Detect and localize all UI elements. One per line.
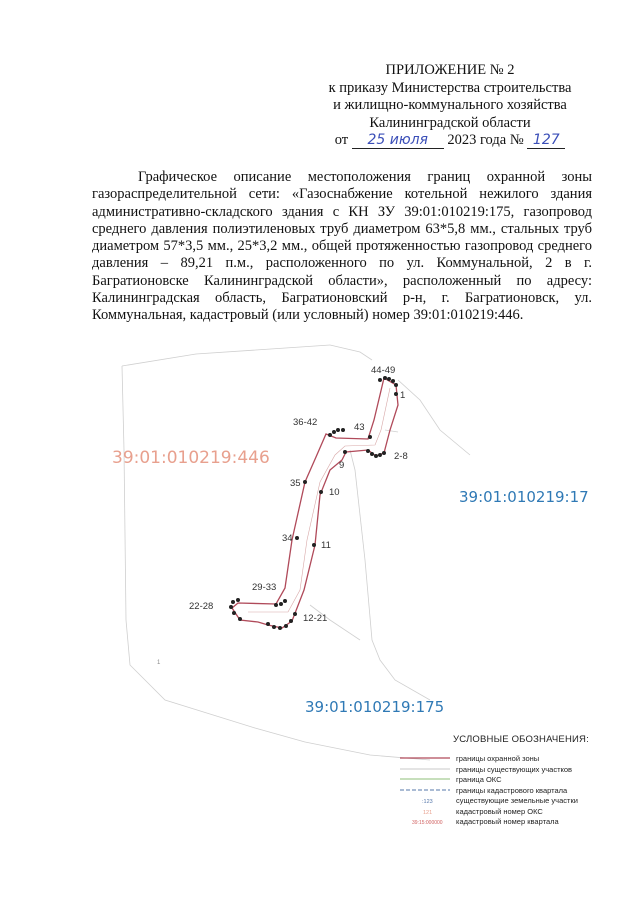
point-22-28: [236, 598, 240, 602]
legend-symbol-red-line: [400, 753, 450, 763]
point-44-49: [394, 383, 398, 387]
label-1: 1: [400, 390, 406, 401]
point-2-8: [378, 453, 382, 457]
appendix-title: ПРИЛОЖЕНИЕ № 2: [385, 62, 515, 78]
point-44-49: [391, 379, 395, 383]
point-44-49: [378, 378, 382, 382]
label-35: 35: [290, 478, 301, 489]
label-29-33: 29-33: [252, 582, 277, 593]
year-text: 2023 года №: [447, 132, 524, 148]
appendix-line-3: Калининградской области: [369, 114, 531, 131]
handwritten-date: 25 июля: [352, 133, 444, 149]
label-44-49: 44-49: [371, 365, 396, 376]
point-9: [343, 450, 347, 454]
point-29-33: [274, 603, 278, 607]
legend-symbol-text: 39:15:000000: [412, 820, 443, 826]
graphic-description-paragraph: Графическое описание местоположения границ охранной зоны газораспределительной сети: «Газоснабжение котельной нежилого здания административно-складского здания с КН ЗУ 39:01:010219:175, газопровод среднего давления полиэтиленовых труб диаметром 63*5,8 мм., стальных труб диаметром 57*3,5 мм., 25*3,2 мм., общей протяженностью газопровод среднего давления – 89,21 п.м., расположенного по ул. Коммунальной, 2 в г. Багратионовске Калининградской области», расположенный по адресу: Калининградская область, Багратионовский р-н, г. Багратионовск, ул. Коммунальная, кадастровый (или условный) номер 39:01:010219:446.: [92, 169, 592, 324]
point-11: [312, 543, 316, 547]
legend-symbol-quarter-number: [400, 816, 450, 826]
legend-title: УСЛОВНЫЕ ОБОЗНАЧЕНИЯ:: [453, 734, 589, 745]
legend-text: кадастровый номер квартала: [456, 817, 559, 826]
point-44-49: [383, 376, 387, 380]
legend-text: кадастровый номер ОКС: [456, 806, 543, 816]
point-10: [319, 490, 323, 494]
point-12-21: [289, 619, 293, 623]
point-2-8: [366, 449, 370, 453]
point-34: [295, 536, 299, 540]
label-36-42: 36-42: [293, 417, 318, 428]
appendix-line-2: и жилищно-коммунального хозяйства: [333, 97, 567, 113]
label-9: 9: [339, 460, 345, 471]
point-12-21: [284, 624, 288, 628]
point-35: [303, 480, 307, 484]
point-2-8: [370, 452, 374, 456]
legend-symbol-parcel-number: [400, 795, 450, 805]
point-22-28: [238, 617, 242, 621]
point-22-28: [232, 611, 236, 615]
point-36-42: [336, 428, 340, 432]
point-22-28: [229, 605, 233, 609]
point-12-21: [293, 612, 297, 616]
legend-symbol-green-line: [400, 774, 450, 784]
label-12-21: 12-21: [303, 613, 328, 624]
legend-text: границы существующих участков: [456, 764, 573, 774]
legend-row-existing-parcels: [400, 764, 610, 775]
map-legend: [400, 734, 610, 827]
point-12-21: [266, 622, 270, 626]
label-2-8: 2-8: [394, 451, 408, 462]
point-43: [368, 435, 372, 439]
parcel-numbers: [112, 448, 589, 716]
point-2-8: [374, 454, 378, 458]
point-36-42: [332, 430, 336, 434]
point-12-21: [272, 625, 276, 629]
point-1: [394, 392, 398, 396]
point-44-49: [387, 377, 391, 381]
legend-row-oks: [400, 774, 610, 785]
parcel-number-175: 39:01:010219:175: [305, 698, 445, 716]
small-mark: 1: [157, 660, 161, 666]
legend-symbol-grey-line: [400, 764, 450, 774]
point-2-8: [382, 451, 386, 455]
legend-row-oks-number: [400, 806, 610, 817]
legend-text: существующие земельные участки: [456, 796, 578, 805]
date-prefix: от: [334, 132, 349, 148]
point-22-28: [231, 600, 235, 604]
point-12-21: [278, 626, 282, 630]
legend-symbol-blue-line: [400, 785, 450, 795]
point-29-33: [283, 599, 287, 603]
point-36-42: [328, 433, 332, 437]
parcel-number-446: 39:01:010219:446: [112, 448, 270, 468]
legend-row-quarter: [400, 785, 610, 796]
legend-row-protection-zone: [400, 753, 610, 764]
legend-symbol-oks-number: [400, 806, 450, 816]
label-11: 11: [321, 540, 331, 551]
label-10: 10: [329, 487, 340, 498]
point-36-42: [341, 428, 345, 432]
legend-symbol-text: :123: [422, 799, 433, 805]
handwritten-order-number: 127: [527, 133, 565, 149]
legend-text: границы кадастрового квартала: [456, 785, 568, 795]
label-43: 43: [354, 422, 365, 433]
label-22-28: 22-28: [189, 601, 214, 612]
legend-row-land-plots: [400, 795, 610, 806]
label-34: 34: [282, 533, 293, 544]
legend-row-quarter-number: [400, 816, 610, 827]
parcel-number-17: 39:01:010219:17: [459, 488, 589, 506]
point-29-33: [279, 602, 283, 606]
legend-symbol-text: 121: [423, 809, 433, 816]
legend-text: граница ОКС: [456, 775, 502, 784]
appendix-line-1: к приказу Министерства строительства: [328, 79, 572, 96]
legend-text: границы охранной зоны: [456, 754, 540, 763]
